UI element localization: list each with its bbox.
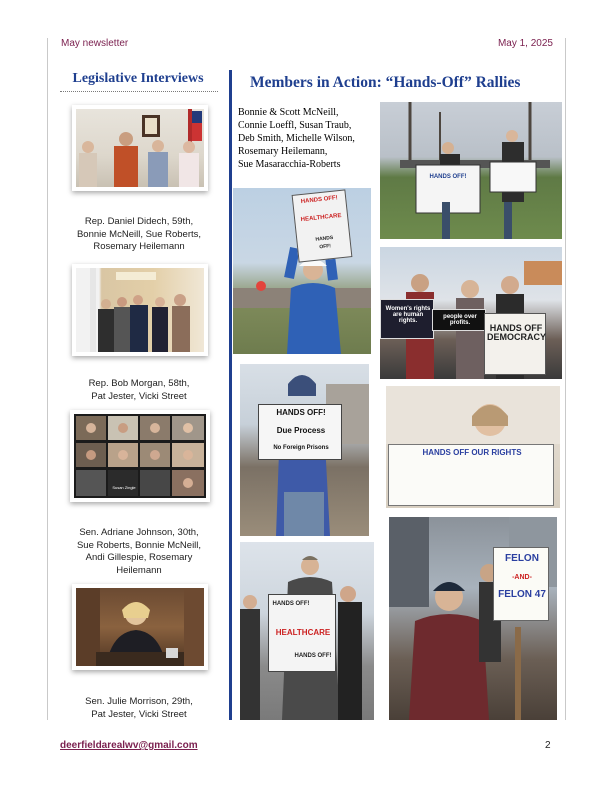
caption-line: Sue Roberts, Bonnie McNeill,: [76, 539, 202, 551]
sign-text: FELON 47: [498, 589, 546, 600]
caption-johnson: [60, 527, 218, 577]
attendee-line: Deb Smith, Michelle Wilson,: [238, 133, 355, 144]
sign-text: OFF!: [319, 243, 332, 251]
rally-crowd-figures: [380, 102, 562, 239]
rally-due-process-photo: [240, 364, 369, 536]
felon-sign: [493, 547, 549, 621]
sign-text: HEALTHCARE: [300, 212, 342, 224]
sign-text: HANDS OFF!: [272, 601, 310, 607]
sign-text: FELON: [505, 553, 539, 564]
attendee-line: Connie Loeffl, Susan Traub,: [238, 120, 352, 131]
johnson-zoom-screenshot: [70, 410, 210, 502]
zoom-name-tile: Susan Zingle: [112, 485, 136, 490]
due-process-sign: [258, 404, 342, 460]
page-header: [61, 38, 553, 52]
healthcare-sign-raised: [292, 189, 353, 262]
rally-healthcare-photo: [240, 542, 374, 720]
rally-democracy-photo: [380, 247, 562, 379]
newsletter-date: May 1, 2025: [497, 38, 553, 49]
rally-attendee-names: [238, 106, 378, 171]
title-divider: [60, 91, 218, 92]
attendee-line: Sue Masaracchia-Roberts: [238, 159, 341, 170]
caption-line: Heilemann: [116, 564, 162, 576]
sign-text: HANDS OFF!: [276, 408, 326, 417]
caption-line: Rep. Bob Morgan, 58th,: [88, 378, 190, 389]
sign-text: HANDS OFF!: [294, 653, 332, 659]
rally-raised-sign-photo: [233, 188, 371, 354]
background-sign: [524, 261, 562, 285]
caption-line: Bonnie McNeill, Sue Roberts,: [76, 228, 202, 240]
caption-line: Sen. Julie Morrison, 29th,: [85, 696, 193, 707]
rallies-title: Members in Action: “Hands-Off” Rallies: [250, 74, 521, 91]
didech-group-figures: [76, 109, 204, 187]
contact-email-link[interactable]: deerfieldarealwv@gmail.com: [60, 740, 198, 751]
our-rights-sign: [388, 444, 554, 506]
womens-rights-sign: [380, 299, 434, 339]
zoom-video-grid: [74, 414, 206, 498]
newsletter-label: May newsletter: [61, 38, 129, 49]
sign-text: HEALTHCARE: [275, 628, 331, 637]
rally-our-rights-photo: [386, 386, 560, 508]
caption-didech: [60, 216, 218, 254]
caption-morrison: [60, 696, 218, 721]
left-margin-rule: [47, 38, 48, 720]
right-margin-rule: [565, 38, 566, 720]
page-number: 2: [545, 740, 551, 751]
morrison-figure: [76, 588, 204, 666]
morgan-interview-photo: [72, 264, 208, 356]
column-divider: [229, 70, 232, 720]
rally-felon-photo: [389, 517, 557, 720]
sign-text: HANDS: [315, 234, 334, 243]
attendee-line: Bonnie & Scott McNeill,: [238, 107, 339, 118]
attendee-line: Rosemary Heilemann,: [238, 146, 328, 157]
sign-hands-off-top: HANDS OFF!: [429, 174, 467, 180]
caption-line: Pat Jester, Vicki Street: [91, 390, 187, 402]
rally-crowd-photo: [380, 102, 562, 239]
sign-text: people over profits.: [443, 314, 477, 326]
sign-text: HANDS OFF DEMOCRACY: [487, 323, 547, 342]
sign-text: Women's rights are human rights.: [385, 306, 431, 324]
caption-line: Rep. Daniel Didech, 59th,: [84, 216, 194, 227]
sign-text: HANDS OFF OUR RIGHTS: [422, 448, 522, 457]
sign-text: -AND-: [512, 574, 532, 581]
caption-line: Andi Gillespie, Rosemary: [85, 552, 193, 563]
caption-line: Rosemary Heilemann: [93, 241, 185, 252]
sign-text: Due Process: [276, 426, 326, 435]
morgan-group-figures: [76, 268, 204, 352]
sign-text: No Foreign Prisons: [273, 445, 329, 451]
sign-text: HANDS OFF!: [300, 195, 338, 206]
healthcare-sign: [268, 594, 336, 672]
caption-line: Pat Jester, Vicki Street: [91, 708, 187, 720]
hands-off-democracy-sign: [484, 313, 546, 375]
morrison-interview-photo: [72, 584, 208, 670]
caption-morgan: [60, 378, 218, 403]
people-over-profits-sign: [432, 309, 486, 331]
caption-line: Sen. Adriane Johnson, 30th,: [79, 527, 199, 538]
didech-interview-photo: [72, 105, 208, 191]
legislative-interviews-title: Legislative Interviews: [72, 71, 204, 86]
